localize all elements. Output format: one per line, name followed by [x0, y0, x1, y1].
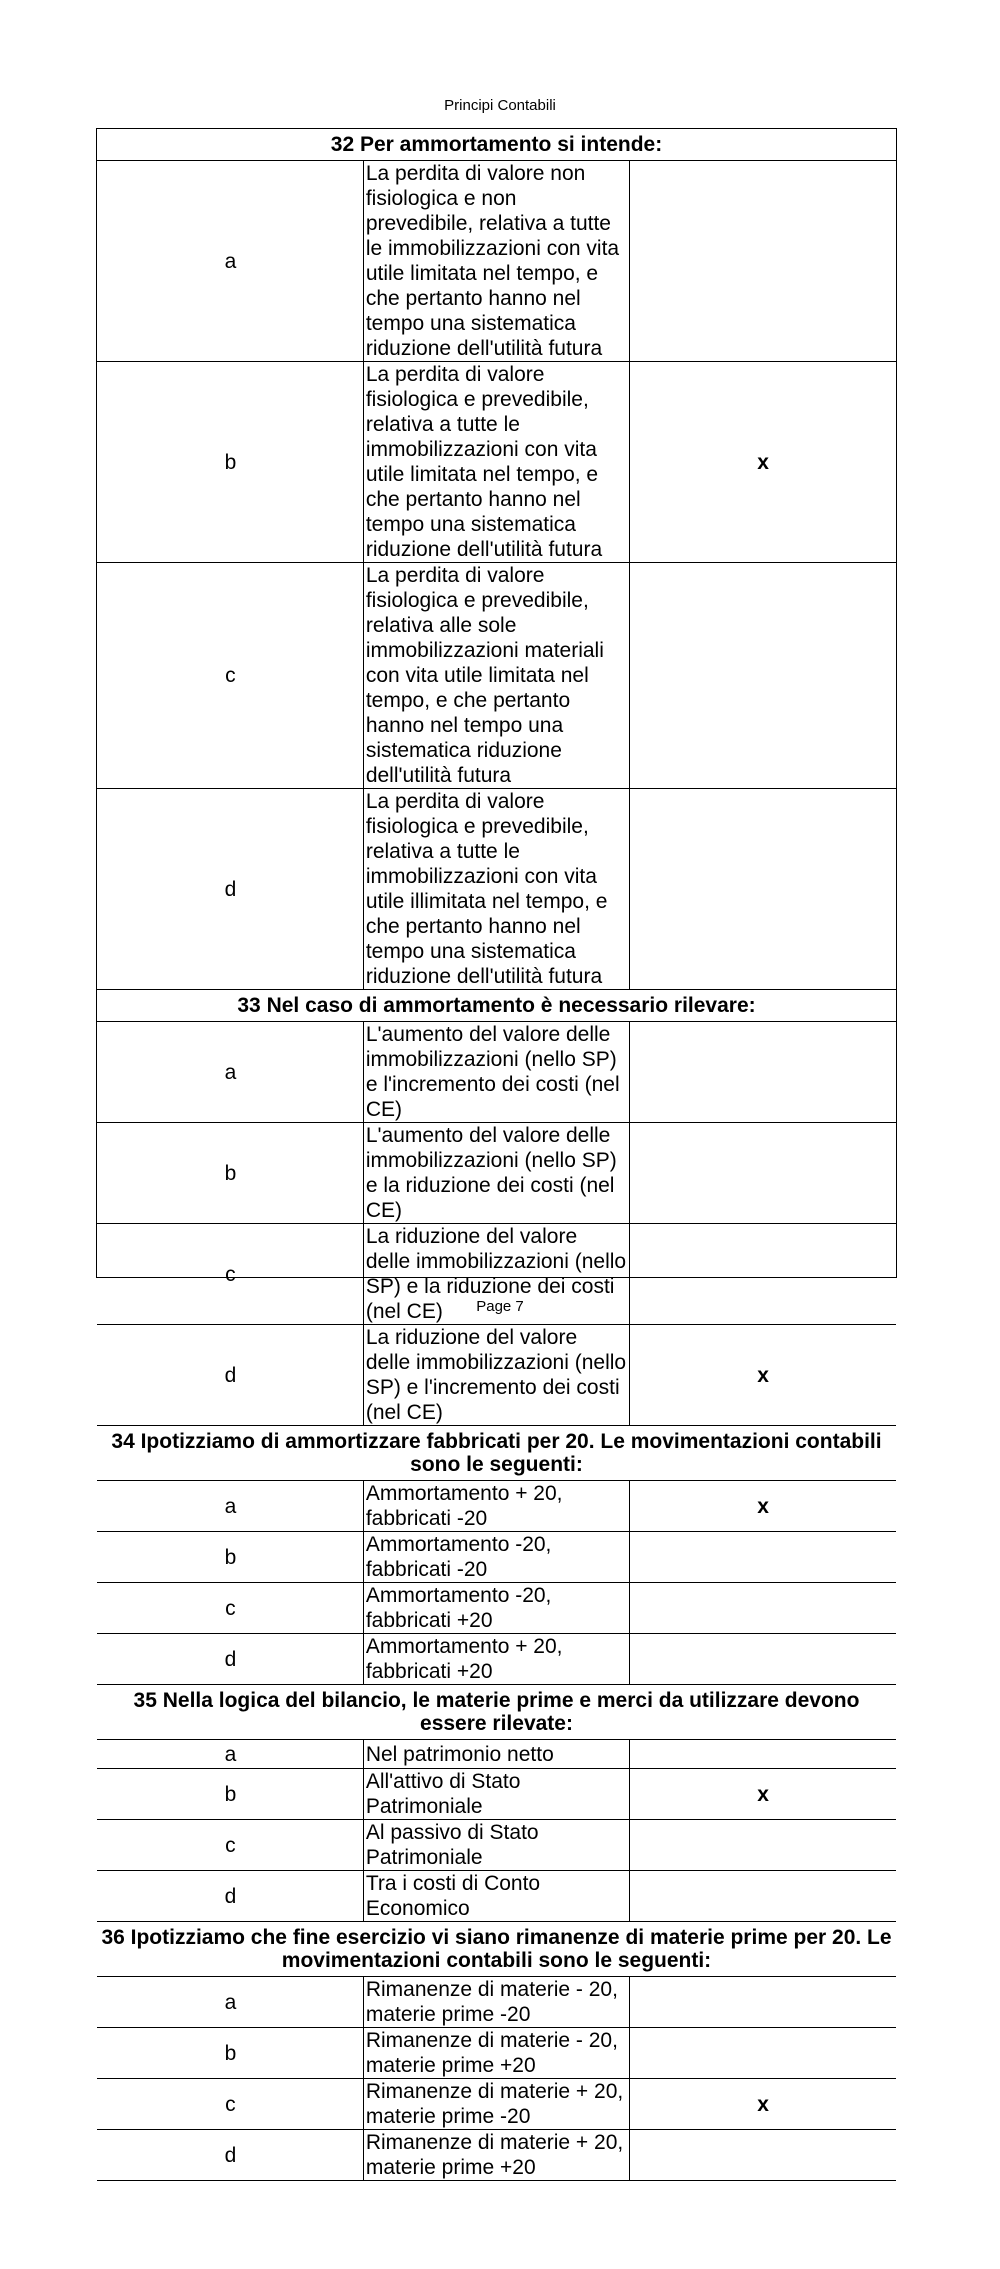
option-row	[97, 563, 896, 789]
answer-mark	[630, 563, 896, 789]
answer-mark: x	[630, 1769, 896, 1820]
answer-mark	[630, 1583, 896, 1634]
quiz-body	[97, 129, 896, 2269]
option-letter: a	[97, 1977, 363, 2028]
question-text: 34 Ipotizziamo di ammortizzare fabbricati per 20. Le movimentazioni contabili sono le seguenti:	[97, 1426, 896, 1481]
option-letter: a	[97, 161, 363, 362]
option-letter: c	[97, 1583, 363, 1634]
option-row	[97, 362, 896, 563]
answer-mark	[630, 1634, 896, 1685]
answer-mark	[630, 161, 896, 362]
option-text: La perdita di valore fisiologica e prevedibile, relativa a tutte le immobilizzazioni con vita utile illimitata nel tempo, e che pertanto hanno nel tempo una sistematica riduzione dell'utilità futura	[363, 789, 629, 990]
option-row	[97, 1769, 896, 1820]
option-text: Al passivo di Stato Patrimoniale	[363, 1820, 629, 1871]
empty-cell	[97, 2181, 896, 2269]
option-row	[97, 2130, 896, 2181]
option-letter: c	[97, 1224, 363, 1325]
option-row	[97, 1583, 896, 1634]
option-text: L'aumento del valore delle immobilizzazioni (nello SP) e la riduzione dei costi (nel CE)	[363, 1123, 629, 1224]
option-letter: d	[97, 1325, 363, 1426]
question-row	[97, 1922, 896, 1977]
option-letter: b	[97, 362, 363, 563]
question-text: 36 Ipotizziamo che fine esercizio vi siano rimanenze di materie prime per 20. Le movimentazioni contabili sono le seguenti:	[97, 1922, 896, 1977]
option-row	[97, 2079, 896, 2130]
answer-mark	[630, 1123, 896, 1224]
option-row	[97, 789, 896, 990]
option-text: La perdita di valore fisiologica e prevedibile, relativa alle sole immobilizzazioni materiali con vita utile limitata nel tempo, e che pertanto hanno nel tempo una sistematica riduzione dell'utilità futura	[363, 563, 629, 789]
option-row	[97, 1634, 896, 1685]
option-row	[97, 1022, 896, 1123]
option-text: Ammortamento -20, fabbricati +20	[363, 1583, 629, 1634]
question-row	[97, 990, 896, 1022]
option-row	[97, 2028, 896, 2079]
answer-mark	[630, 1022, 896, 1123]
option-text: Rimanenze di materie + 20, materie prime +20	[363, 2130, 629, 2181]
option-letter: a	[97, 1481, 363, 1532]
option-text: Rimanenze di materie - 20, materie prime -20	[363, 1977, 629, 2028]
option-text: Rimanenze di materie - 20, materie prime +20	[363, 2028, 629, 2079]
page-number: Page 7	[476, 1298, 524, 1315]
answer-mark: x	[630, 2079, 896, 2130]
answer-mark	[630, 1532, 896, 1583]
answer-mark	[630, 2028, 896, 2079]
empty-row	[97, 2181, 896, 2269]
option-text: Nel patrimonio netto	[363, 1740, 629, 1769]
option-letter: b	[97, 1532, 363, 1583]
answer-mark: x	[630, 362, 896, 563]
question-row	[97, 1426, 896, 1481]
option-text: La riduzione del valore delle immobilizzazioni (nello SP) e l'incremento dei costi (nel CE)	[363, 1325, 629, 1426]
option-text: La riduzione del valore delle immobilizzazioni (nello SP) e la riduzione dei costi (nel CE)	[363, 1224, 629, 1325]
option-row	[97, 1871, 896, 1922]
option-row	[97, 1740, 896, 1769]
answer-mark	[630, 1820, 896, 1871]
answer-mark	[630, 1740, 896, 1769]
answer-mark	[630, 789, 896, 990]
option-row	[97, 1325, 896, 1426]
option-text: La perdita di valore fisiologica e prevedibile, relativa a tutte le immobilizzazioni con vita utile limitata nel tempo, e che pertanto hanno nel tempo una sistematica riduzione dell'utilità futura	[363, 362, 629, 563]
option-text: Rimanenze di materie + 20, materie prime -20	[363, 2079, 629, 2130]
option-letter: a	[97, 1740, 363, 1769]
option-row	[97, 1481, 896, 1532]
option-letter: b	[97, 2028, 363, 2079]
answer-mark: x	[630, 1325, 896, 1426]
option-letter: c	[97, 563, 363, 789]
option-text: L'aumento del valore delle immobilizzazioni (nello SP) e l'incremento dei costi (nel CE)	[363, 1022, 629, 1123]
option-text: La perdita di valore non fisiologica e non prevedibile, relativa a tutte le immobilizzazioni con vita utile limitata nel tempo, e che pertanto hanno nel tempo una sistematica riduzione dell'utilità futura	[363, 161, 629, 362]
option-row	[97, 1123, 896, 1224]
option-letter: d	[97, 2130, 363, 2181]
option-letter: a	[97, 1022, 363, 1123]
answer-mark	[630, 1977, 896, 2028]
option-letter: c	[97, 1820, 363, 1871]
option-letter: b	[97, 1769, 363, 1820]
option-letter: d	[97, 1634, 363, 1685]
option-row	[97, 1977, 896, 2028]
option-letter: d	[97, 1871, 363, 1922]
option-letter: b	[97, 1123, 363, 1224]
question-row	[97, 1685, 896, 1740]
question-text: 32 Per ammortamento si intende:	[97, 129, 896, 161]
answer-mark: x	[630, 1481, 896, 1532]
option-text: Tra i costi di Conto Economico	[363, 1871, 629, 1922]
question-text: 35 Nella logica del bilancio, le materie prime e merci da utilizzare devono essere rilevate:	[97, 1685, 896, 1740]
question-row	[97, 129, 896, 161]
option-row	[97, 1820, 896, 1871]
option-text: Ammortamento + 20, fabbricati +20	[363, 1634, 629, 1685]
question-text: 33 Nel caso di ammortamento è necessario rilevare:	[97, 990, 896, 1022]
option-letter: d	[97, 789, 363, 990]
option-text: Ammortamento + 20, fabbricati -20	[363, 1481, 629, 1532]
option-row	[97, 161, 896, 362]
option-text: All'attivo di Stato Patrimoniale	[363, 1769, 629, 1820]
answer-mark	[630, 1871, 896, 1922]
answer-mark	[630, 2130, 896, 2181]
page-header: Principi Contabili	[444, 97, 556, 114]
option-letter: c	[97, 2079, 363, 2130]
option-text: Ammortamento -20, fabbricati -20	[363, 1532, 629, 1583]
option-row	[97, 1532, 896, 1583]
